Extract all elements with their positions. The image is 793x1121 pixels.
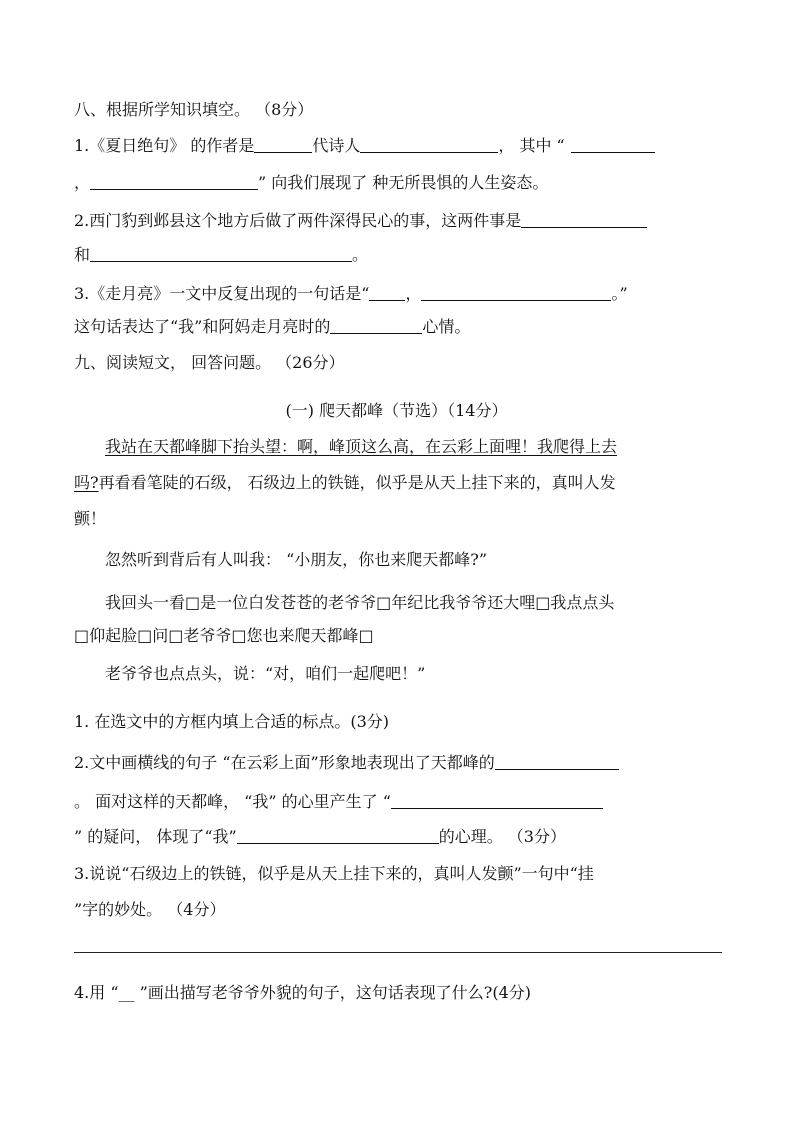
q8-1-line2 (74, 172, 548, 194)
q8-1-line1 (74, 135, 655, 157)
q9-2-line2 (74, 791, 603, 813)
q8-1-text-d: ， (74, 173, 91, 192)
section9-heading: 九、阅读短文， 回答问题。 （26分） (74, 353, 345, 372)
answer-blank[interactable] (90, 245, 352, 262)
answer-blank[interactable] (237, 827, 439, 844)
q8-2-text-a: 2.西门豹到邺县这个地方后做了两件深得民心的事，这两件事是 (74, 211, 522, 230)
answer-blank[interactable] (495, 753, 619, 770)
answer-blank[interactable] (421, 284, 611, 301)
q8-3-line2 (74, 316, 470, 338)
q9-3-line1: 3.说说“石级边上的铁链，似乎是从天上挂下来的，真叫人发颤”一句中“挂 (74, 864, 594, 883)
answer-blank[interactable] (369, 284, 405, 301)
q9-2-text-c: ” 的疑问， 体现了“我” (74, 827, 237, 846)
q9-2-line1 (74, 752, 619, 774)
q9-2-text-d: 的心理。 （3分） (438, 827, 566, 846)
q9-2-line3 (74, 826, 566, 848)
answer-line[interactable] (74, 952, 722, 953)
q9-3-line2: ”字的妙处。 （4分） (74, 900, 226, 919)
q8-3-text-d: 这句话表达了“我”和阿妈走月亮时的 (74, 317, 331, 336)
q9-2-text-b: 。 面对这样的天都峰， “我” 的心里产生了 “ (74, 792, 391, 811)
passage-para3-line1: 我回头一看□是一位白发苍苍的老爷爷□年纪比我爷爷还大哩□我点点头 (105, 593, 615, 612)
passage-title: (一) 爬天都峰（节选）（14分） (285, 401, 508, 420)
passage-para2: 忽然听到背后有人叫我： “小朋友，你也来爬天都峰?” (105, 550, 488, 569)
q8-2-line1 (74, 210, 647, 232)
answer-blank[interactable] (391, 792, 603, 809)
answer-blank[interactable] (254, 136, 312, 153)
passage-text: 再看看笔陡的石级， 石级边上的铁链，似乎是从天上挂下来的，真叫人发 (98, 473, 616, 492)
underlined-sentence: 我站在天都峰脚下抬头望：啊，峰顶这么高，在云彩上面哩！我爬得上去 (105, 437, 618, 456)
q8-3-text-a: 3.《走月亮》一文中反复出现的一句话是“ (74, 284, 370, 303)
q9-4: 4.用 “__ ”画出描写老爷爷外貌的句子，这句话表现了什么?(4分) (74, 983, 532, 1002)
answer-blank[interactable] (521, 211, 647, 228)
q8-2-text-c: 。 (352, 245, 369, 264)
q8-2-text-b: 和 (74, 245, 91, 264)
passage-para3-line2: □仰起脸□问□老爷爷□您也来爬天都峰□ (74, 626, 374, 645)
q8-3-text-e: 心情。 (422, 317, 471, 336)
passage-para4: 老爷爷也点点头，说：“对，咱们一起爬吧！” (105, 664, 426, 683)
q9-2-text-a: 2.文中画横线的句子 “在云彩上面”形象地表现出了天都峰的 (74, 753, 495, 772)
q8-1-text-e: ” 向我们展现了 种无所畏惧的人生姿态。 (258, 173, 549, 192)
q8-2-line2 (74, 244, 368, 266)
section8-heading: 八、根据所学知识填空。 （8分） (74, 100, 314, 119)
underlined-sentence-end: 吗? (74, 473, 99, 492)
answer-blank[interactable] (330, 317, 422, 334)
answer-blank[interactable] (571, 136, 655, 153)
passage-para1-line3: 颤！ (74, 509, 107, 528)
q8-1-text-a: 1.《夏日绝句》 的作者是 (74, 136, 255, 155)
q8-1-text-c: ， 其中 “ (498, 136, 565, 155)
q9-1: 1. 在选文中的方框内填上合适的标点。(3分) (74, 712, 390, 731)
passage-para1-line1 (105, 436, 617, 458)
q8-3-text-b: ， (405, 284, 422, 303)
answer-blank[interactable] (360, 136, 498, 153)
answer-blank[interactable] (90, 173, 258, 190)
passage-para1-line2 (74, 472, 616, 494)
q8-1-text-b: 代诗人 (312, 136, 361, 155)
q8-3-line1 (74, 283, 628, 305)
q8-3-text-c: 。” (611, 284, 628, 303)
